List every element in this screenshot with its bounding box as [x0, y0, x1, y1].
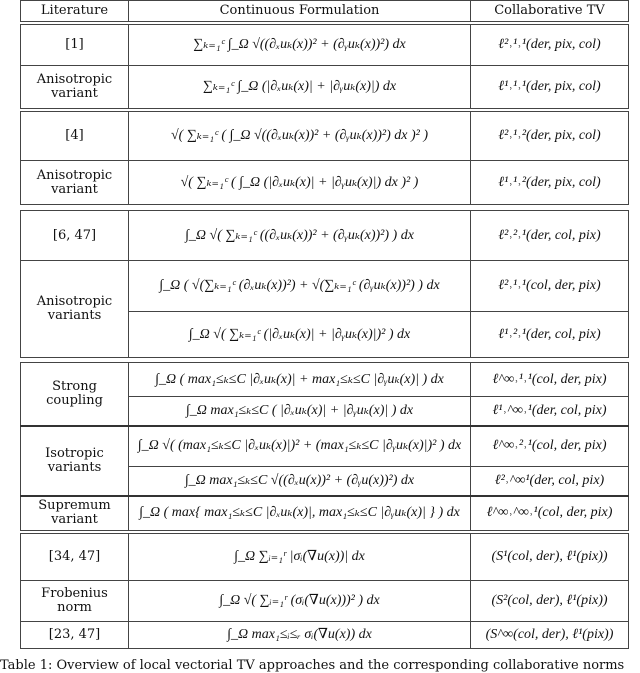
formula-cell: ∫_Ω ( max{ max₁≤ₖ≤C |∂ₓuₖ(x)|, max₁≤ₖ≤C |∂ᵧuₖ(x)| } ) dx	[129, 496, 471, 531]
literature-cell: [34, 47]	[21, 534, 129, 581]
collab-tv-cell: (S^∞(col, der), ℓ¹(pix))	[471, 622, 629, 649]
formula-cell: ∫_Ω √( (max₁≤ₖ≤C |∂ₓuₖ(x)|)² + (max₁≤ₖ≤C |∂ᵧuₖ(x)|)² ) dx	[129, 426, 471, 467]
collab-tv-cell: ℓ¹˒¹˒¹(der, pix, col)	[471, 66, 629, 109]
collab-tv-cell: ℓ²˒¹˒²(der, pix, col)	[471, 112, 629, 161]
table-row	[21, 426, 629, 467]
table-row	[21, 66, 629, 109]
group-1	[20, 24, 629, 109]
formula-cell: ∫_Ω √( ∑ₖ₌₁ᶜ (|∂ₓuₖ(x)| + |∂ᵧuₖ(x)|)² ) dx	[129, 312, 471, 358]
table-row	[21, 496, 629, 531]
table-row	[21, 112, 629, 161]
formula-cell: ∫_Ω max₁≤ᵢ≤ᵣ σᵢ(∇u(x)) dx	[129, 622, 471, 649]
collab-tv-cell: ℓ²˒¹˒¹(der, pix, col)	[471, 25, 629, 66]
formula-cell: ∫_Ω ( max₁≤ₖ≤C |∂ₓuₖ(x)| + max₁≤ₖ≤C |∂ᵧuₖ(x)| ) dx	[129, 363, 471, 397]
formula-cell: √( ∑ₖ₌₁ᶜ ( ∫_Ω √((∂ₓuₖ(x))² + (∂ᵧuₖ(x))²) dx )² )	[129, 112, 471, 161]
header-formulation: Continuous Formulation	[129, 1, 471, 22]
table-row	[21, 211, 629, 261]
literature-cell: [23, 47]	[21, 622, 129, 649]
formula-cell: ∫_Ω max₁≤ₖ≤C √((∂ₓu(x))² + (∂ᵧu(x))²) dx	[129, 467, 471, 496]
collab-tv-cell: ℓ²˒¹˒¹(col, der, pix)	[471, 261, 629, 312]
literature-cell: Frobenius norm	[21, 581, 129, 622]
header-collaborative-tv: Collaborative TV	[471, 1, 629, 22]
collab-tv-cell: (S¹(col, der), ℓ¹(pix))	[471, 534, 629, 581]
collab-tv-cell: ℓ^∞˒²˒¹(col, der, pix)	[471, 426, 629, 467]
collab-tv-cell: ℓ²˒²˒¹(der, col, pix)	[471, 211, 629, 261]
collab-tv-cell: ℓ¹˒¹˒²(der, pix, col)	[471, 161, 629, 205]
collab-tv-cell: ℓ¹˒²˒¹(der, col, pix)	[471, 312, 629, 358]
literature-cell: Anisotropic variant	[21, 66, 129, 109]
collab-tv-cell: ℓ^∞˒^∞˒¹(col, der, pix)	[471, 496, 629, 531]
literature-cell: Supremum variant	[21, 496, 129, 531]
group-5	[20, 533, 629, 649]
formula-cell: ∫_Ω √( ∑ᵢ₌₁ʳ (σᵢ(∇u(x)))² ) dx	[129, 581, 471, 622]
formula-cell: √( ∑ₖ₌₁ᶜ ( ∫_Ω (|∂ₓuₖ(x)| + |∂ᵧuₖ(x)|) dx )² )	[129, 161, 471, 205]
literature-cell: Strong coupling	[21, 363, 129, 426]
collab-tv-cell: ℓ¹˒^∞˒¹(der, col, pix)	[471, 397, 629, 426]
formula-cell: ∫_Ω ∑ᵢ₌₁ʳ |σᵢ(∇u(x))| dx	[129, 534, 471, 581]
formula-cell: ∫_Ω max₁≤ₖ≤C ( |∂ₓuₖ(x)| + |∂ᵧuₖ(x)| ) dx	[129, 397, 471, 426]
literature-cell: Isotropic variants	[21, 426, 129, 496]
table-row	[21, 622, 629, 649]
group-3	[20, 210, 629, 358]
collab-tv-cell: ℓ²˒^∞¹(der, col, pix)	[471, 467, 629, 496]
literature-cell: Anisotropic variants	[21, 261, 129, 358]
collab-tv-cell: ℓ^∞˒¹˒¹(col, der, pix)	[471, 363, 629, 397]
formula-cell: ∑ₖ₌₁ᶜ ∫_Ω (|∂ₓuₖ(x)| + |∂ᵧuₖ(x)|) dx	[129, 66, 471, 109]
literature-cell: Anisotropic variant	[21, 161, 129, 205]
group-2	[20, 111, 629, 205]
group-4	[20, 362, 629, 531]
table-row	[21, 261, 629, 312]
literature-cell: [1]	[21, 25, 129, 66]
table-row	[21, 25, 629, 66]
header-table	[20, 0, 629, 22]
table-row	[21, 581, 629, 622]
table-row	[21, 534, 629, 581]
table-row	[21, 363, 629, 397]
formula-cell: ∫_Ω ( √(∑ₖ₌₁ᶜ (∂ₓuₖ(x))²) + √(∑ₖ₌₁ᶜ (∂ᵧuₖ(x))²) ) dx	[129, 261, 471, 312]
formula-cell: ∑ₖ₌₁ᶜ ∫_Ω √((∂ₓuₖ(x))² + (∂ᵧuₖ(x))²) dx	[129, 25, 471, 66]
collab-tv-cell: (S²(col, der), ℓ¹(pix))	[471, 581, 629, 622]
table-row	[21, 161, 629, 205]
literature-cell: [4]	[21, 112, 129, 161]
formula-cell: ∫_Ω √( ∑ₖ₌₁ᶜ ((∂ₓuₖ(x))² + (∂ᵧuₖ(x))²) ) dx	[129, 211, 471, 261]
literature-cell: [6, 47]	[21, 211, 129, 261]
header-literature: Literature	[21, 1, 129, 22]
table-caption: Table 1: Overview of local vectorial TV approaches and the corresponding collaborative norms	[0, 658, 625, 673]
